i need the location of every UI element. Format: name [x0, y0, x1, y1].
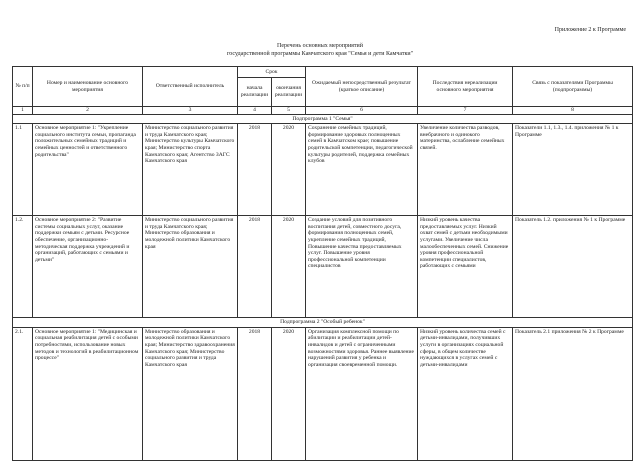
- row-executor: Министерство образования и молодежной политики Камчатского края; Министерство здравоохранения Камчатского края; Министерство социального развития и труда Камчатского края: [143, 327, 238, 460]
- document-subtitle: государственной программы Камчатского края "Семья и дети Камчатки": [226, 51, 414, 57]
- column-number: 2: [33, 107, 143, 115]
- column-number: 3: [143, 107, 238, 115]
- header-result: Ожидаемый непосредственный результат (краткое описание): [306, 67, 418, 107]
- row-start: 2018: [238, 124, 272, 216]
- table-row: [13, 124, 633, 216]
- table-row: [13, 216, 633, 318]
- row-start: 2018: [238, 216, 272, 318]
- row-executor: Министерство социального развития и труда Камчатского края; Министерство культуры Камчатского края; Министерство спорта Камчатского края; Агентство ЗАГС Камчатского края: [143, 124, 238, 216]
- measures-table: [12, 66, 633, 461]
- header-end: окончания реализации: [272, 78, 306, 107]
- row-consequences: Низкий уровень качества предоставляемых услуг. Низкий охват семей с детьми необходимыми услугами. Увеличение числа малообеспеченных семей. Снижение уровня профессиональной компетенции специалистов, работающих с семьями: [418, 216, 513, 318]
- header-consequences: Последствия нереализации основного мероприятия: [418, 67, 513, 107]
- row-name: Основное мероприятие 1: "Медицинская и социальная реабилитация детей с особыми потребностями, использование новых методов и технологий в реабилитационном процессе": [33, 327, 143, 460]
- column-number: 4: [238, 107, 272, 115]
- header-name: Номер и наименование основного мероприятия: [33, 67, 143, 107]
- row-consequences: Увеличение количества разводов, внебрачного и одинокого материнства, ослабление семейных связей.: [418, 124, 513, 216]
- header-period: Срок: [238, 67, 306, 78]
- row-end: 2020: [272, 327, 306, 460]
- row-end: 2020: [272, 124, 306, 216]
- section-row: [13, 114, 633, 124]
- row-indicators: Показатели 1.1, 1.3., 1.4. приложения № 1 к Программе: [513, 124, 633, 216]
- header-executor: Ответственный исполнитель: [143, 67, 238, 107]
- table-row: [13, 327, 633, 460]
- row-name: Основное мероприятие 1: "Укрепление социального института семьи, пропаганда положительных семейных традиций и семейных ценностей и ответственного родительства": [33, 124, 143, 216]
- row-num: 2.1.: [13, 327, 33, 460]
- row-executor: Министерство социального развития и труда Камчатского края; Министерство образования и молодежной политики Камчатского края: [143, 216, 238, 318]
- header-indicators: Связь с показателями Программы (подпрограммы): [513, 67, 633, 107]
- column-number: 7: [418, 107, 513, 115]
- row-indicators: Показатель 1.2. приложения № 1 к Программе: [513, 216, 633, 318]
- document-title: Перечень основных мероприятий: [277, 43, 363, 49]
- column-number: 1: [13, 107, 33, 115]
- row-result: Сохранение семейных традиций, формирование здоровых полноценных семей в Камчатском крае; повышение родительской компетенции, педагогической культуры родителей, поддержка семейных клубов: [306, 124, 418, 216]
- header-num: № п/п: [13, 67, 33, 107]
- row-num: 1.2.: [13, 216, 33, 318]
- header-start: начала реализации: [238, 78, 272, 107]
- header-row: [13, 67, 633, 78]
- section-title: Подпрограмма 1 "Семья": [13, 114, 633, 124]
- row-start: 2018: [238, 327, 272, 460]
- row-indicators: Показатель 2.1 приложения № 2 к Программе: [513, 327, 633, 460]
- row-end: 2020: [272, 216, 306, 318]
- column-number: 6: [306, 107, 418, 115]
- column-number: 8: [513, 107, 633, 115]
- section-row: [13, 318, 633, 328]
- appendix-label: Приложение 2 к Программе: [554, 27, 626, 33]
- column-number: 5: [272, 107, 306, 115]
- row-name: Основное мероприятие 2: "Развитие системы социальных услуг, оказание поддержки семьям с детьми. Ресурсное обеспечение, организационно-методическая поддержка учреждений и организаций, работающих с семьями и детьми": [33, 216, 143, 318]
- row-consequences: Низкий уровень количества семей с детьми-инвалидами, получивших услуги в организациях социальной сферы, в общем количестве нуждающихся в услугах семей с детьми-инвалидами: [418, 327, 513, 460]
- row-num: 1.1: [13, 124, 33, 216]
- row-result: Создание условий для позитивного воспитания детей, совместного досуга, формирования полноценных семей, укрепление семейных традиций, Повышение качества предоставляемых услуг. Повышение уровня профессиональной компетенции специалистов: [306, 216, 418, 318]
- section-title: Подпрограмма 2 "Особый ребенок": [13, 318, 633, 328]
- row-result: Организация комплексной помощи по абилитации и реабилитации детей-инвалидов и детей с ограниченными возможностями здоровья. Раннее выявление нарушений развития у ребенка и организация своевременной помощи.: [306, 327, 418, 460]
- column-numbers-row: [13, 107, 633, 115]
